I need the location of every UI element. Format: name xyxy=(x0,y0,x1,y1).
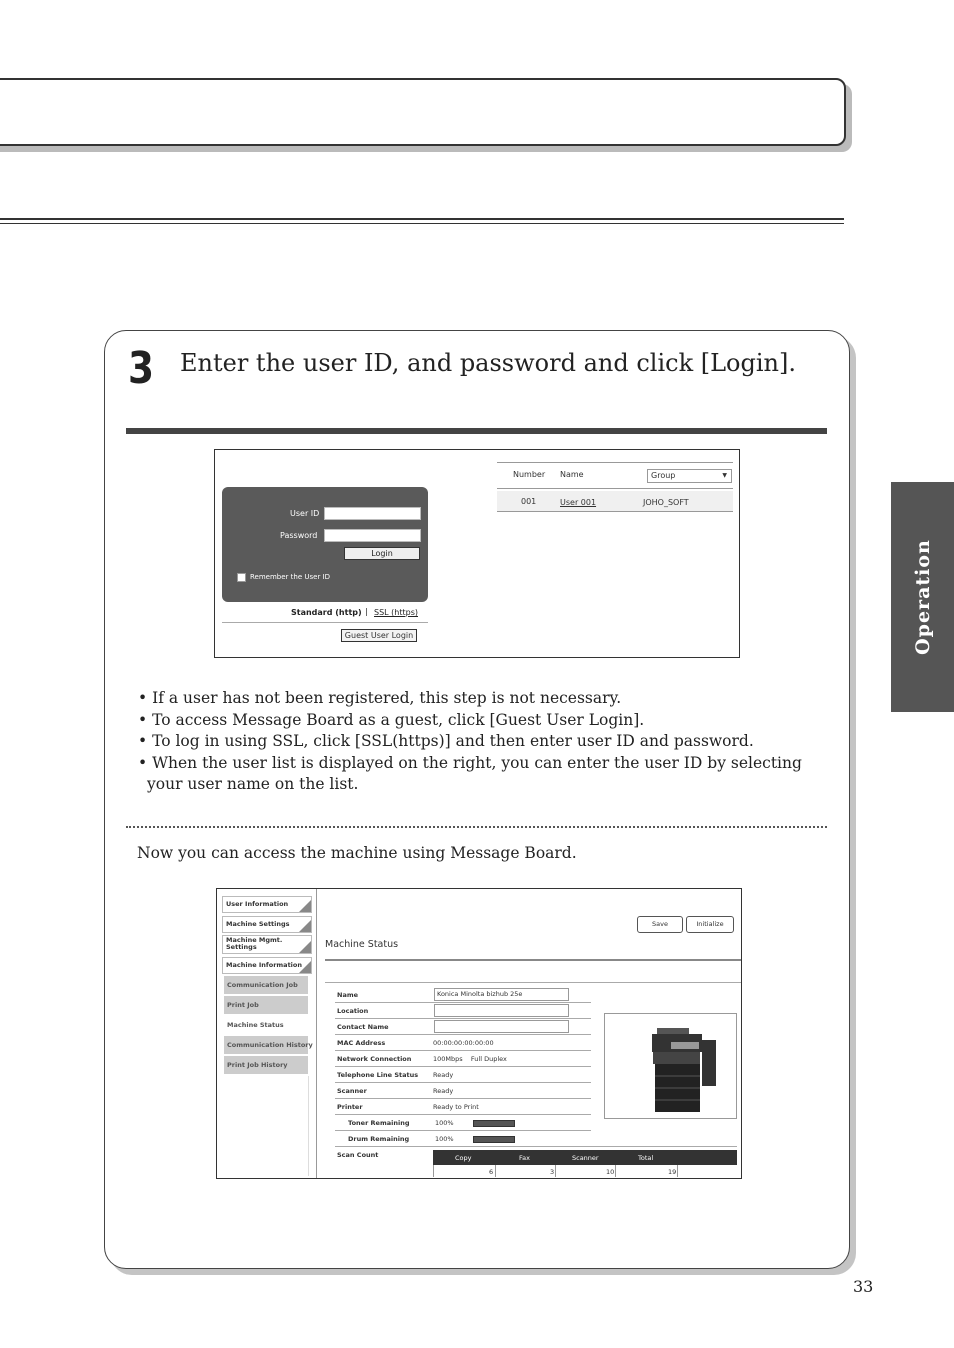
content-top-line xyxy=(325,982,741,983)
toner-value: 100% xyxy=(435,1119,454,1127)
step-rule xyxy=(126,428,827,434)
nav-machine-mgmt-settings[interactable] xyxy=(222,935,312,954)
printer-icon xyxy=(605,1014,736,1118)
bullet-item: • When the user list is displayed on the right, you can enter the user ID by selecting your user name on the list. xyxy=(138,753,802,793)
cell-divider xyxy=(495,1165,496,1177)
printer-image xyxy=(604,1013,737,1119)
row-divider xyxy=(335,1018,591,1019)
row-label-printer: Printer xyxy=(337,1103,363,1111)
mode-separator: | xyxy=(365,607,368,616)
user-list-bottom-line xyxy=(497,511,733,512)
scanner-value: Ready xyxy=(433,1087,454,1095)
table-row[interactable] xyxy=(497,491,733,511)
user-row-name[interactable]: User 001 xyxy=(560,498,597,507)
step-title: Enter the user ID, and password and click [Login]. xyxy=(180,349,796,377)
user-list-header-line xyxy=(497,488,733,489)
bullet-item: • To log in using SSL, click [SSL(https)] and then enter user ID and password. xyxy=(138,732,754,750)
side-tab-label: Operation xyxy=(911,539,934,655)
corner-icon xyxy=(299,961,311,973)
note-text: Now you can access the machine using Message Board. xyxy=(137,844,577,862)
printer-value: Ready to Print xyxy=(433,1103,479,1111)
nav-label: Machine Settings xyxy=(226,920,290,928)
subnav-label: Communication Job xyxy=(227,981,298,989)
login-divider xyxy=(222,622,428,623)
user-id-label: User ID xyxy=(290,509,320,518)
scan-count-values xyxy=(433,1165,738,1177)
cell-divider xyxy=(615,1165,616,1177)
contact-name-field[interactable] xyxy=(434,1020,569,1033)
mode-ssl-link[interactable]: SSL (https) xyxy=(374,608,418,617)
chapter-header-box xyxy=(0,78,846,146)
nav-machine-information[interactable] xyxy=(222,957,312,974)
chevron-down-icon: ▼ xyxy=(722,472,727,479)
section-rule-thin xyxy=(0,223,844,224)
password-label: Password xyxy=(280,531,318,540)
row-label-telephone: Telephone Line Status xyxy=(337,1071,419,1079)
nav-label: Machine Information xyxy=(226,961,302,969)
login-box xyxy=(222,487,428,602)
telephone-value: Ready xyxy=(433,1071,454,1079)
scan-header-total: Total xyxy=(638,1154,654,1162)
subnav-communication-job[interactable] xyxy=(224,976,308,994)
bullet-item: • If a user has not been registered, this step is not necessary. xyxy=(138,689,622,707)
user-list-top-line xyxy=(497,462,733,463)
nav-spacer xyxy=(224,1076,309,1176)
toner-level-bar xyxy=(473,1120,515,1127)
row-divider xyxy=(335,1082,591,1083)
corner-icon xyxy=(299,920,311,932)
nav-label: User Information xyxy=(226,900,289,908)
drum-level-bar xyxy=(473,1136,515,1143)
row-label-contact: Contact Name xyxy=(337,1023,389,1031)
group-select-value: Group xyxy=(651,471,676,480)
remember-checkbox[interactable] xyxy=(237,573,246,582)
nav-machine-settings[interactable] xyxy=(222,916,312,933)
subnav-communication-history[interactable] xyxy=(224,1036,313,1054)
subnav-label: Print Job xyxy=(227,1001,259,1009)
user-row-group: JOHO_SOFT xyxy=(643,498,689,507)
row-divider xyxy=(335,1066,591,1067)
save-button[interactable]: Save xyxy=(637,916,683,933)
nav-divider xyxy=(316,889,317,1178)
user-row-number: 001 xyxy=(521,497,537,506)
side-tab-operation xyxy=(891,482,954,712)
row-divider xyxy=(335,1130,591,1131)
page-number: 33 xyxy=(853,1277,874,1296)
row-divider xyxy=(335,1050,591,1051)
initialize-button[interactable]: Initialize xyxy=(686,916,734,933)
section-rule xyxy=(0,218,844,220)
remember-label: Remember the User ID xyxy=(250,573,331,581)
cell-divider xyxy=(555,1165,556,1177)
name-field[interactable]: Konica Minolta bizhub 25e xyxy=(434,988,569,1001)
row-label-drum: Drum Remaining xyxy=(348,1135,410,1143)
bullet-item: • To access Message Board as a guest, click [Guest User Login]. xyxy=(138,710,645,729)
dotted-separator xyxy=(126,826,827,828)
scan-value-fax: 3 xyxy=(550,1168,555,1176)
location-field[interactable] xyxy=(434,1004,569,1017)
password-input[interactable] xyxy=(324,529,421,542)
row-label-toner: Toner Remaining xyxy=(348,1119,410,1127)
scan-header-copy: Copy xyxy=(455,1154,472,1162)
scan-value-scanner: 10 xyxy=(606,1168,615,1176)
mac-value: 00:00:00:00:00:00 xyxy=(433,1039,494,1047)
subnav-print-job-history[interactable] xyxy=(224,1056,308,1074)
row-label-scanner: Scanner xyxy=(337,1087,367,1095)
bullet-list xyxy=(138,688,838,796)
row-label-network: Network Connection xyxy=(337,1055,412,1063)
row-label-location: Location xyxy=(337,1007,369,1015)
scan-header-fax: Fax xyxy=(519,1154,530,1162)
subnav-label: Print Job History xyxy=(227,1061,288,1069)
row-divider xyxy=(335,1002,591,1003)
user-list-header-number: Number xyxy=(513,470,546,479)
machine-status-screenshot xyxy=(216,888,742,1179)
subnav-print-job[interactable] xyxy=(224,996,308,1014)
mode-standard[interactable]: Standard (http) xyxy=(291,608,362,617)
corner-icon xyxy=(299,941,311,953)
subnav-machine-status[interactable] xyxy=(224,1016,308,1034)
row-divider xyxy=(335,1098,591,1099)
scan-value-total: 19 xyxy=(668,1168,677,1176)
user-id-input[interactable] xyxy=(324,507,421,520)
row-label-mac: MAC Address xyxy=(337,1039,386,1047)
login-screenshot xyxy=(214,449,740,658)
title-underline xyxy=(325,959,741,961)
scan-value-copy: 6 xyxy=(489,1168,494,1176)
drum-value: 100% xyxy=(435,1135,454,1143)
corner-icon xyxy=(299,900,311,912)
user-list-header-name: Name xyxy=(560,470,584,479)
cell-divider xyxy=(677,1165,678,1177)
subnav-label: Machine Status xyxy=(227,1021,284,1029)
scan-count-header xyxy=(433,1150,737,1165)
row-divider xyxy=(335,1146,737,1147)
step-number: 3 xyxy=(128,343,155,394)
row-label-name: Name xyxy=(337,991,359,999)
group-select[interactable] xyxy=(647,469,732,483)
nav-label: Machine Mgmt. Settings xyxy=(226,936,283,951)
row-divider xyxy=(335,1034,591,1035)
subnav-label: Communication History xyxy=(227,1041,313,1049)
nav-user-information[interactable] xyxy=(222,896,312,913)
row-divider xyxy=(335,1114,591,1115)
page-title: Machine Status xyxy=(325,939,399,950)
login-button[interactable]: Login xyxy=(344,547,420,560)
guest-login-button[interactable]: Guest User Login xyxy=(341,629,417,642)
scan-header-scanner: Scanner xyxy=(572,1154,599,1162)
row-label-scan-count: Scan Count xyxy=(337,1151,379,1159)
network-value: 100Mbps Full Duplex xyxy=(433,1055,507,1063)
